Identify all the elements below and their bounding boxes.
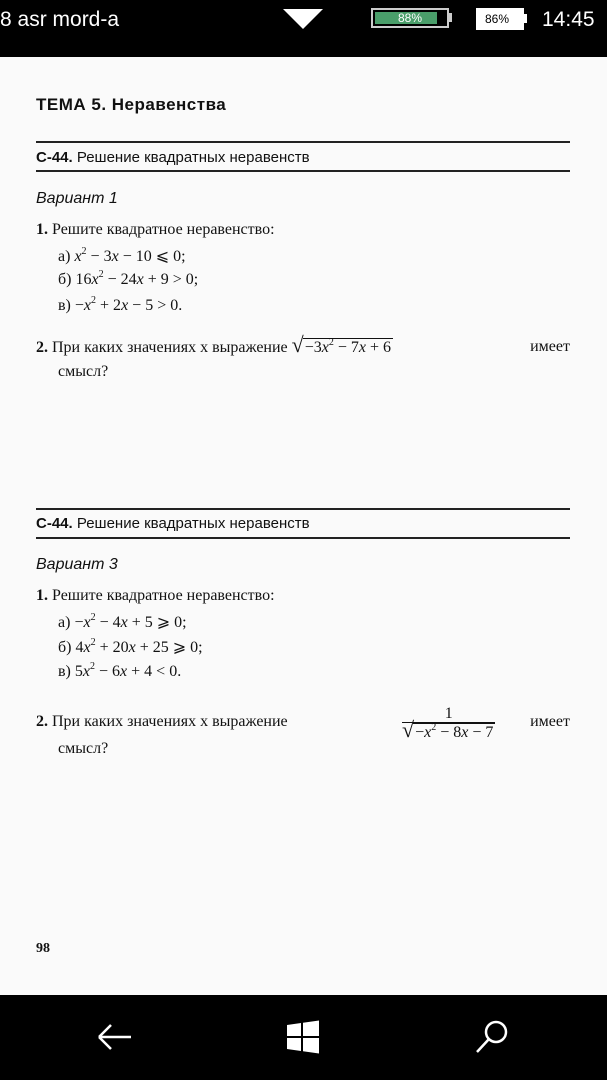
section-1-code: С-44. [36, 149, 73, 166]
divider [36, 537, 570, 539]
item-label: б) [58, 271, 72, 288]
page-number: 98 [36, 941, 50, 956]
section-2-task-2 [36, 705, 570, 745]
back-icon[interactable] [93, 1015, 137, 1059]
section-2-task-1a [58, 612, 187, 632]
topic-heading: ТЕМА 5. Неравенства [36, 95, 227, 114]
formula: $16x^2 - 24x + 9 > 0$; [75, 269, 199, 288]
section-2-code: С-44. [36, 515, 73, 532]
section-1-task-1 [36, 221, 275, 239]
section-1-title [36, 149, 310, 166]
item-label: в) [58, 663, 71, 680]
divider [36, 170, 570, 172]
divider [36, 508, 570, 510]
section-1-task-2 [36, 332, 570, 357]
section-1-task-1c [58, 297, 182, 315]
section-2-title [36, 515, 310, 532]
task-number: 1. [36, 221, 48, 238]
sqrt-expression: $√-3x^2 - 7x + 6$ [291, 332, 392, 357]
item-label: в) [58, 297, 71, 314]
section-1-task-1b [58, 271, 198, 289]
formula: $5x^2 - 6x + 4 < 0$. [74, 661, 182, 680]
section-2-task-1b [58, 637, 203, 657]
carrier-name: 8 asr mord-a [0, 8, 120, 31]
section-2-task-1 [36, 587, 275, 605]
section-1-task-2-line2: смысл? [58, 363, 109, 380]
section-1-task-1a [58, 246, 186, 266]
item-label: а) [58, 614, 71, 631]
fraction-numerator: 1 [402, 705, 495, 723]
section-1-variant: Вариант 1 [36, 190, 118, 207]
section-2-variant: Вариант 3 [36, 556, 118, 573]
clock: 14:45 [542, 8, 595, 31]
task-tail: имеет [530, 338, 570, 355]
task-number: 1. [36, 587, 48, 604]
fraction-denominator: $√-x^2 - 8x - 7$ [402, 717, 494, 742]
formula: $-x^2 - 4x + 5$ ⩾ 0; [74, 612, 187, 631]
task-text: Решите квадратное неравенство: [52, 221, 275, 238]
task-text: Решите квадратное неравенство: [52, 587, 275, 604]
navigation-bar [0, 995, 607, 1080]
task-number: 2. [36, 339, 48, 356]
battery-2-tip [524, 14, 527, 23]
section-1-name: Решение квадратных неравенств [76, 149, 310, 166]
battery-indicator-1 [371, 8, 449, 28]
item-label: б) [58, 639, 72, 656]
formula: $x^2 - 3x - 10$ ⩽ 0; [74, 246, 186, 265]
battery-1-tip [449, 13, 452, 22]
fraction-expression [402, 705, 495, 743]
formula: $-x^2 + 2x - 5 > 0$. [74, 295, 183, 314]
section-2-name: Решение квадратных неравенств [76, 515, 310, 532]
windows-icon[interactable] [281, 1015, 325, 1059]
task-lead [36, 713, 288, 731]
status-bar [0, 0, 607, 57]
battery-2-percent: 86% [484, 12, 510, 26]
notification-chevron-icon[interactable] [283, 9, 323, 29]
battery-indicator-2 [476, 8, 524, 30]
task-text: При каких значениях x выражение [52, 339, 288, 356]
divider [36, 141, 570, 143]
battery-1-percent: 88% [397, 11, 423, 25]
task-tail: имеет [530, 713, 570, 730]
task-number: 2. [36, 713, 48, 730]
task-text: При каких значениях x выражение [52, 713, 288, 730]
item-label: а) [58, 248, 71, 265]
formula: $4x^2 + 20x + 25$ ⩾ 0; [75, 637, 203, 656]
search-icon[interactable] [470, 1015, 514, 1059]
section-2-task-1c [58, 663, 181, 681]
document-page [0, 57, 607, 995]
section-2-task-2-line2: смысл? [58, 740, 109, 757]
